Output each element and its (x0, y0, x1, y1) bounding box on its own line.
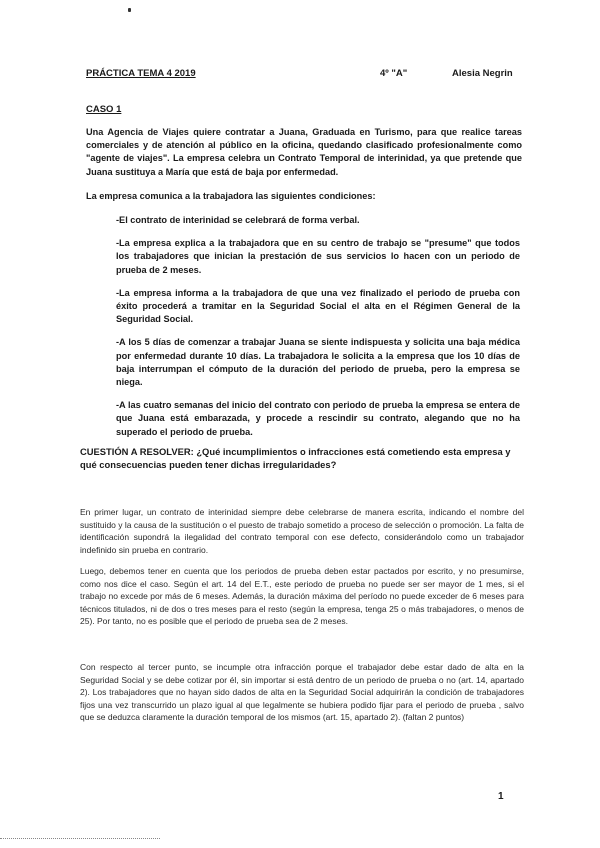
course-label: 4º "A" (380, 68, 408, 79)
case-intro-paragraph: Una Agencia de Viajes quiere contratar a Juana, Graduada en Turismo, para que realice tareas comerciales y de atención al público en la oficina, quedando clasificado profesionalmente como "agente de viajes". La empresa celebra un Contrato Temporal de interinidad, ya que pretende que Juana sustituya a María que está de baja por enfermedad. (86, 127, 522, 177)
answer-paragraph: Luego, debemos tener en cuenta que los periodos de prueba deben estar pactados por escrito, y no presumirse, como nos dice el caso. Según el art. 14 del E.T., este periodo de prueba no puede ser ser mayor de 1 mes, si el trabajo no excede por más de 6 meses. Además, la duración máxima del período no puede exceder de 6 meses para técnicos titulados, ni de dos o tres meses para el resto (según la empresa, tenga 25 o más trabajadores, o menos de 25). Por tanto, no es posible que el periodo de prueba sea de 2 meses. (80, 566, 524, 627)
answer-paragraph: Con respecto al tercer punto, se incumple otra infracción porque el trabajador debe estar dado de alta en la Seguridad Social y se debe cotizar por él, sin importar si está dentro de un periodo de prueba o no (art. 14, apartado 2). Los trabajadores que no hayan sido dados de alta en la Seguridad Social adquirirán la condición de trabajadores fijos una vez transcurrido un plazo igual al que legalmente se hubiera podido fijar para el periodo de prueba , salvo que se deduzca claramente la duración temporal de los mismos (art. 15, apartado 2). (faltan 2 puntos) (80, 662, 524, 723)
question-to-resolve: CUESTIÓN A RESOLVER: ¿Qué incumplimientos o infracciones está cometiendo esta empresa y qué consecuencias pueden tener dichas irregularidades? (80, 446, 511, 471)
scan-speck (128, 8, 131, 12)
practice-title: PRÁCTICA TEMA 4 2019 (86, 68, 196, 79)
conditions-lead: La empresa comunica a la trabajadora las siguientes condiciones: (86, 191, 376, 201)
condition-item: -A las cuatro semanas del inicio del contrato con periodo de prueba la empresa se entera de que Juana está embarazada, y procede a rescindir su contrato, alegando que no ha superado el periodo de prueba. (116, 400, 520, 437)
condition-item: -La empresa explica a la trabajadora que en su centro de trabajo se "presume" que todos los trabajadores que inician la prestación de sus servicios lo hacen con un periodo de prueba de 2 meses. (116, 238, 520, 275)
scan-footer-mark (0, 838, 160, 840)
page-number: 1 (498, 791, 504, 802)
condition-item: -El contrato de interinidad se celebrará de forma verbal. (116, 215, 360, 225)
condition-item: -La empresa informa a la trabajadora de que una vez finalizado el periodo de prueba con éxito procederá a tramitar en la Seguridad Social el alta en el Régimen General de la Seguridad Social. (116, 287, 520, 325)
conditions-list (116, 214, 520, 449)
condition-item: -A los 5 días de comenzar a trabajar Juana se siente indispuesta y solicita una baja médica por enfermedad durante 10 días. La trabajadora le solicita a la empresa que los 10 días de baja interrumpan el cómputo de la duración del periodo de prueba, pero la empresa se niega. (116, 337, 520, 388)
answer-paragraph: En primer lugar, un contrato de interinidad siempre debe celebrarse de manera escrita, indicando el nombre del sustituido y la causa de la sustitución o el puesto de trabajo sometido a proceso de selección o promoción. La falta de identificación supondrá la ilegalidad del contrato temporal con ese defecto, considerándolo como un trabajador indefinido sin prueba en contrario. (80, 507, 524, 555)
author-name: Alesia Negrin (452, 68, 513, 79)
document-header (86, 68, 526, 82)
case-title: CASO 1 (86, 104, 122, 115)
